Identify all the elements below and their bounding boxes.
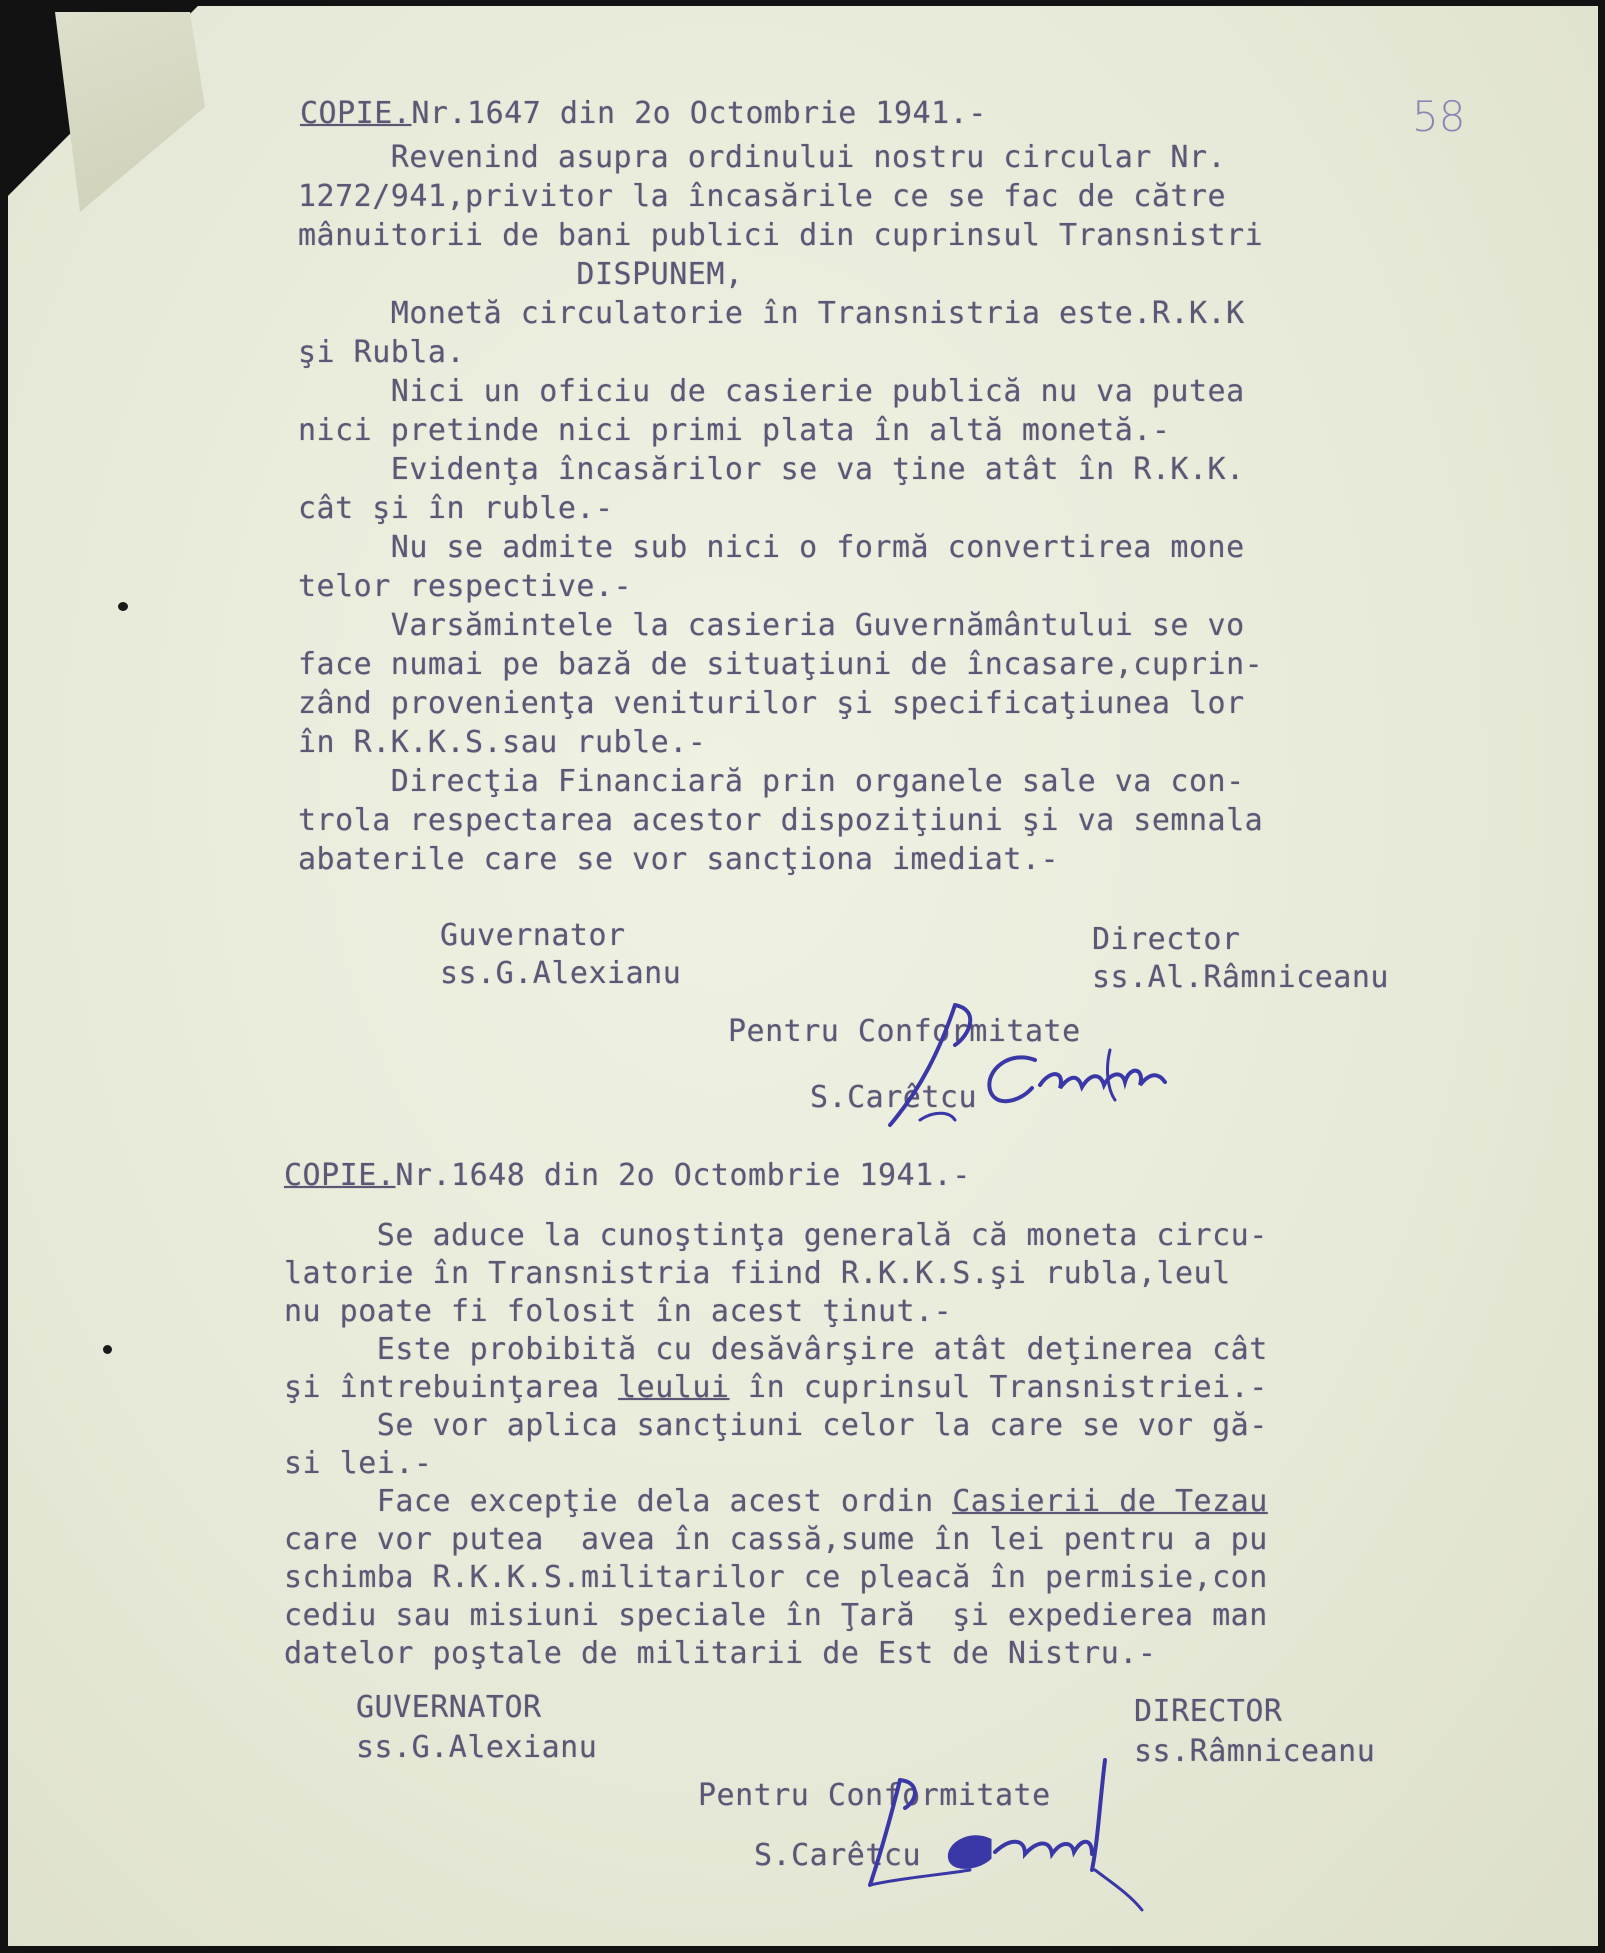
handwritten-signature-1 bbox=[860, 990, 1220, 1140]
doc2-sign-left-title: GUVERNATOR bbox=[356, 1690, 542, 1725]
doc2-sign-left-name: ss.G.Alexianu bbox=[356, 1730, 598, 1765]
doc1-line: Evidenţa încasărilor se va ţine atât în R.K.K. bbox=[298, 452, 1245, 487]
doc1-copy-label: COPIE. bbox=[300, 96, 412, 131]
doc2-line: şi întrebuinţarea leului în cuprinsul Transnistriei.- bbox=[284, 1370, 1268, 1405]
doc1-line: şi Rubla. bbox=[298, 335, 466, 370]
doc1-line: Varsămintele la casieria Guvernământului se vo bbox=[298, 608, 1245, 643]
doc1-sign-left-name: ss.G.Alexianu bbox=[440, 956, 682, 991]
doc2-line: Se vor aplica sancţiuni celor la care se vor gă- bbox=[284, 1408, 1268, 1443]
doc1-line: Nici un oficiu de casierie publică nu va putea bbox=[298, 374, 1245, 409]
doc1-line: mânuitorii de bani publici din cuprinsul Transnistri bbox=[298, 218, 1264, 253]
doc2-conform: Pentru Conformitate bbox=[698, 1778, 1051, 1813]
doc2-header bbox=[284, 1158, 971, 1193]
underlined-phrase: Casierii de Tezau bbox=[952, 1484, 1268, 1519]
doc1-line: zând provenienţa veniturilor şi specificaţiunea lor bbox=[298, 686, 1245, 721]
document-1 bbox=[298, 96, 1389, 1115]
doc1-line: trola respectarea acestor dispoziţiuni şi va semnala bbox=[298, 803, 1264, 838]
document-2 bbox=[284, 1158, 1376, 1873]
doc2-line: latorie în Transnistria fiind R.K.K.S.şi rubla,leul bbox=[284, 1256, 1231, 1291]
doc2-line: schimba R.K.K.S.militarilor ce pleacă în permisie,con bbox=[284, 1560, 1268, 1595]
doc2-line: nu poate fi folosit în acest ţinut.- bbox=[284, 1294, 953, 1329]
doc2-line: cediu sau misiuni speciale în Ţară şi expedierea man bbox=[284, 1598, 1268, 1633]
doc1-line: nici pretinde nici primi plata în altă monetă.- bbox=[298, 413, 1171, 448]
doc1-line: 1272/941,privitor la încasările ce se fac de către bbox=[298, 179, 1227, 214]
doc2-line: Face excepţie dela acest ordin Casierii de Tezau bbox=[284, 1484, 1268, 1519]
doc2-sign-right-title: DIRECTOR bbox=[1134, 1694, 1283, 1729]
doc1-sign-right-title: Director bbox=[1092, 922, 1241, 957]
doc2-line: datelor poştale de militarii de Est de Nistru.- bbox=[284, 1636, 1157, 1671]
doc1-line: Revenind asupra ordinului nostru circular Nr. bbox=[298, 140, 1227, 175]
doc2-line: Se aduce la cunoştinţa generală că moneta circu- bbox=[284, 1218, 1268, 1253]
doc1-line: face numai pe bază de situaţiuni de încasare,cuprin- bbox=[298, 647, 1264, 682]
doc2-line: Este probibită cu desăvârşire atât deţinerea cât bbox=[284, 1332, 1268, 1367]
doc1-line: telor respective.- bbox=[298, 569, 633, 604]
punch-hole bbox=[118, 602, 128, 611]
doc1-line: DISPUNEM, bbox=[298, 257, 744, 292]
doc1-sign-left-title: Guvernator bbox=[440, 918, 626, 953]
punch-hole bbox=[103, 1345, 112, 1354]
doc1-line: cât şi în ruble.- bbox=[298, 491, 614, 526]
doc2-line: care vor putea avea în cassă,sume în lei pentru a pu bbox=[284, 1522, 1268, 1557]
doc1-line: abaterile care se vor sancţiona imediat.- bbox=[298, 842, 1060, 877]
doc1-line: Direcţia Financiară prin organele sale va con- bbox=[298, 764, 1245, 799]
doc2-conform-name: S.Carêtcu bbox=[754, 1838, 922, 1873]
doc1-conform: Pentru Conformitate bbox=[728, 1014, 1081, 1049]
doc1-line: în R.K.K.S.sau ruble.- bbox=[298, 725, 707, 760]
doc1-sign-right-name: ss.Al.Râmniceanu bbox=[1092, 960, 1389, 995]
doc1-conform-name: S.Carêtcu bbox=[810, 1080, 978, 1115]
doc2-copy-label: COPIE. bbox=[284, 1158, 396, 1193]
handwritten-signature-2 bbox=[830, 1760, 1190, 1910]
doc1-header-rest: Nr.1647 din 2o Octombrie 1941.- bbox=[411, 96, 987, 131]
doc2-header-rest: Nr.1648 din 2o Octombrie 1941.- bbox=[395, 1158, 971, 1193]
folio-number: 58 bbox=[1412, 92, 1466, 141]
doc1-line: Monetă circulatorie în Transnistria este.R.K.K bbox=[298, 296, 1245, 331]
doc2-line: si lei.- bbox=[284, 1446, 433, 1481]
doc2-sign-right-name: ss.Râmniceanu bbox=[1134, 1734, 1376, 1769]
doc1-line: Nu se admite sub nici o formă convertirea mone bbox=[298, 530, 1245, 565]
doc1-header bbox=[300, 96, 987, 131]
underlined-phrase: leului bbox=[618, 1370, 730, 1405]
